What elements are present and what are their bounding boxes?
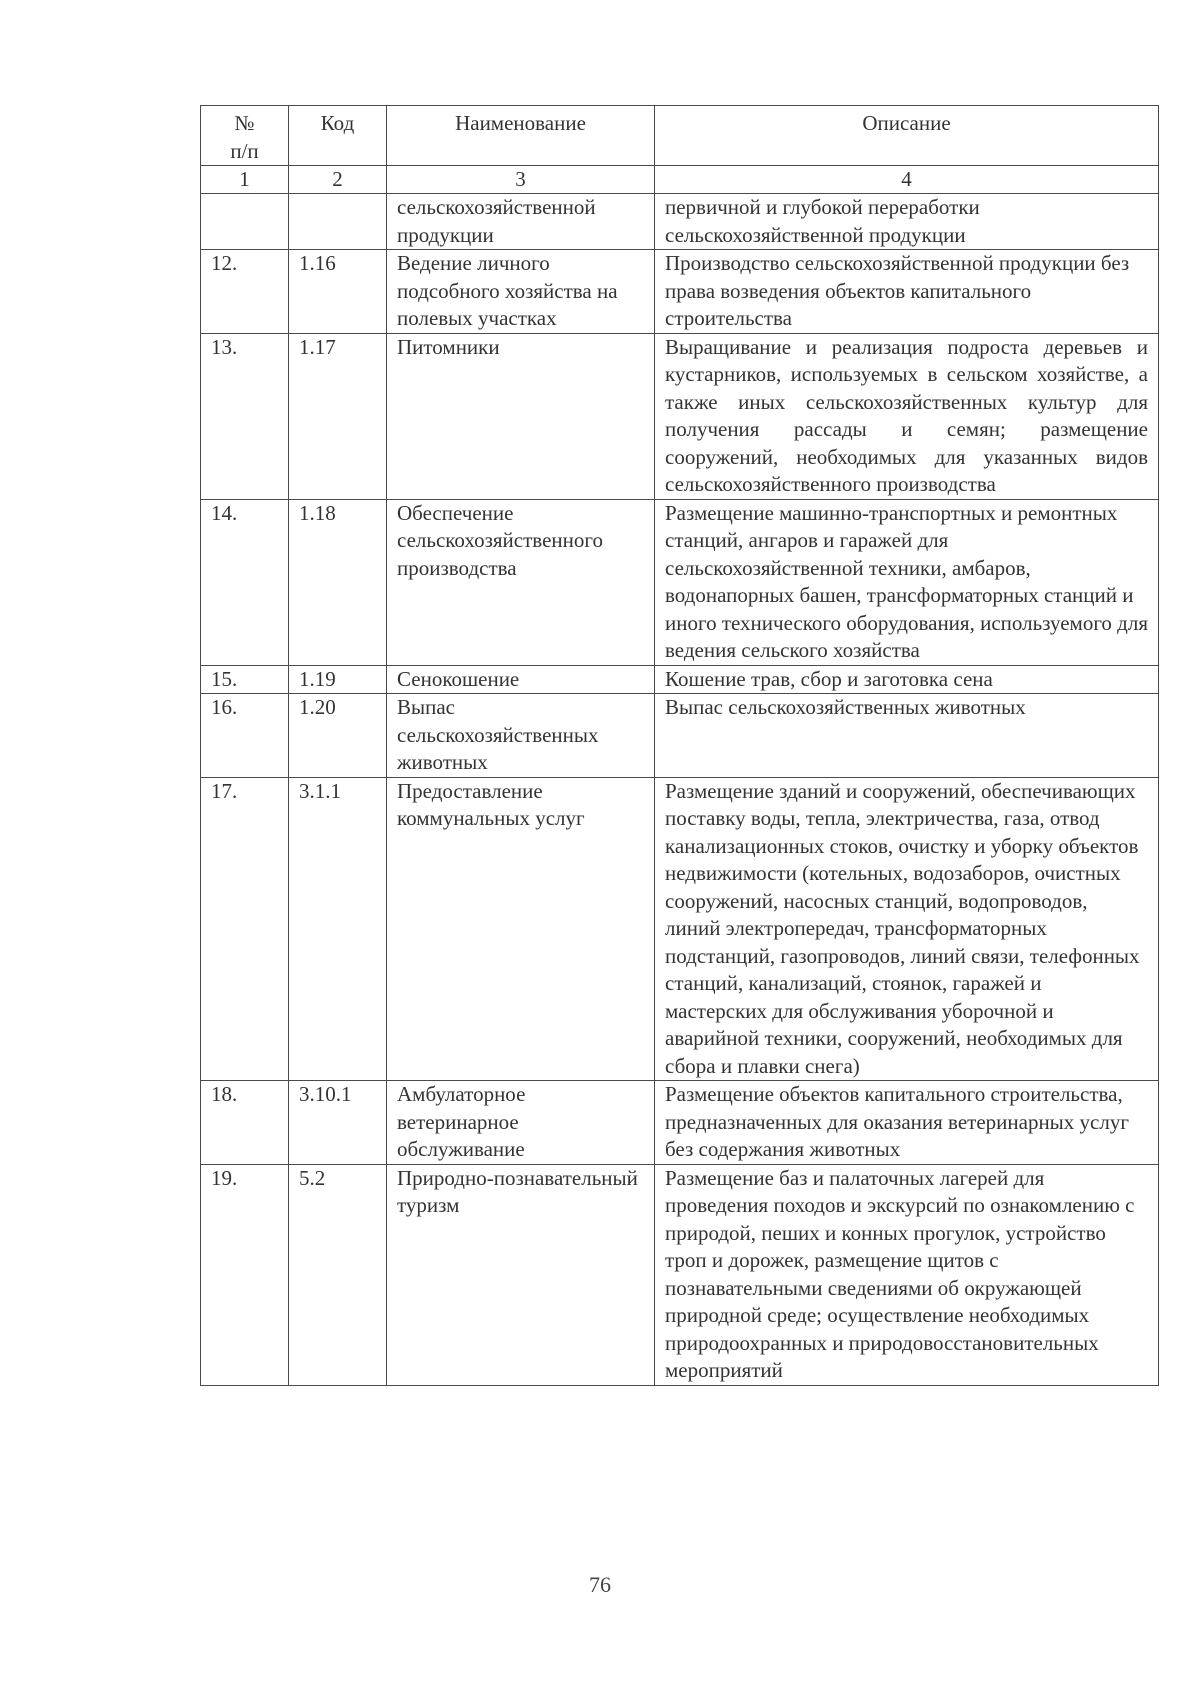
row-name: Обеспечение сельскохозяйственного производства — [387, 499, 655, 665]
table-row — [201, 194, 1159, 250]
column-number: 4 — [655, 166, 1159, 194]
row-description: Производство сельскохозяйственной продукции без права возведения объектов капитального строительства — [655, 250, 1159, 334]
row-description: Размещение объектов капитального строительства, предназначенных для оказания ветеринарных услуг без содержания животных — [655, 1081, 1159, 1165]
row-num: 14. — [201, 499, 289, 665]
row-num: 19. — [201, 1164, 289, 1385]
row-description: Кошение трав, сбор и заготовка сена — [655, 665, 1159, 694]
row-name: Ведение личного подсобного хозяйства на полевых участках — [387, 250, 655, 334]
header-description: Описание — [655, 106, 1159, 166]
row-code — [289, 194, 387, 250]
row-num: 16. — [201, 694, 289, 778]
row-description: Размещение машинно-транспортных и ремонтных станций, ангаров и гаражей для сельскохозяйственной техники, амбаров, водонапорных башен, трансформаторных станций и иного технического оборудования, используемого для ведения сельского хозяйства — [655, 499, 1159, 665]
row-num: 15. — [201, 665, 289, 694]
table-row — [201, 499, 1159, 665]
land-use-table — [200, 105, 1159, 1386]
row-description: первичной и глубокой переработки сельскохозяйственной продукции — [655, 194, 1159, 250]
row-code: 1.17 — [289, 333, 387, 499]
row-code: 3.10.1 — [289, 1081, 387, 1165]
row-num: 13. — [201, 333, 289, 499]
header-num-line1: № — [234, 111, 255, 135]
table-header-row — [201, 106, 1159, 166]
row-num: 18. — [201, 1081, 289, 1165]
row-num: 17. — [201, 777, 289, 1081]
table-row — [201, 1164, 1159, 1385]
row-num: 12. — [201, 250, 289, 334]
row-name: Природно-познавательный туризм — [387, 1164, 655, 1385]
row-name: Амбулаторное ветеринарное обслуживание — [387, 1081, 655, 1165]
table-row — [201, 250, 1159, 334]
table-row — [201, 777, 1159, 1081]
column-number-row — [201, 166, 1159, 194]
row-name: Питомники — [387, 333, 655, 499]
row-description: Выпас сельскохозяйственных животных — [655, 694, 1159, 778]
column-number: 3 — [387, 166, 655, 194]
row-code: 1.16 — [289, 250, 387, 334]
header-num — [201, 106, 289, 166]
page-number: 76 — [589, 1572, 611, 1597]
row-code: 3.1.1 — [289, 777, 387, 1081]
row-code: 1.18 — [289, 499, 387, 665]
table-row — [201, 1081, 1159, 1165]
header-name: Наименование — [387, 106, 655, 166]
row-description: Размещение зданий и сооружений, обеспечивающих поставку воды, тепла, электричества, газа, отвод канализационных стоков, очистку и уборку объектов недвижимости (котельных, водозаборов, очистных сооружений, насосных станций, водопроводов, линий электропередач, трансформаторных подстанций, газопроводов, линий связи, телефонных станций, канализаций, стоянок, гаражей и мастерских для обслуживания уборочной и аварийной техники, сооружений, необходимых для сбора и плавки снега) — [655, 777, 1159, 1081]
header-code: Код — [289, 106, 387, 166]
row-name: Выпас сельскохозяйственных животных — [387, 694, 655, 778]
table-row — [201, 665, 1159, 694]
row-code: 1.19 — [289, 665, 387, 694]
column-number: 1 — [201, 166, 289, 194]
row-name: Сенокошение — [387, 665, 655, 694]
table-row — [201, 333, 1159, 499]
row-name: Предоставление коммунальных услуг — [387, 777, 655, 1081]
row-description: Выращивание и реализация подроста деревьев и кустарников, используемых в сельском хозяйстве, а также иных сельскохозяйственных культур для получения рассады и семян; размещение сооружений, необходимых для указанных видов сельскохозяйственного производства — [655, 333, 1159, 499]
row-code: 5.2 — [289, 1164, 387, 1385]
row-name: сельскохозяйственной продукции — [387, 194, 655, 250]
row-num — [201, 194, 289, 250]
row-code: 1.20 — [289, 694, 387, 778]
row-description: Размещение баз и палаточных лагерей для проведения походов и экскурсий по ознакомлению с природой, пеших и конных прогулок, устройство троп и дорожек, размещение щитов с познавательными сведениями об окружающей природной среде; осуществление необходимых природоохранных и природовосстановительных мероприятий — [655, 1164, 1159, 1385]
header-num-line2: п/п — [230, 138, 259, 163]
table-row — [201, 694, 1159, 778]
column-number: 2 — [289, 166, 387, 194]
